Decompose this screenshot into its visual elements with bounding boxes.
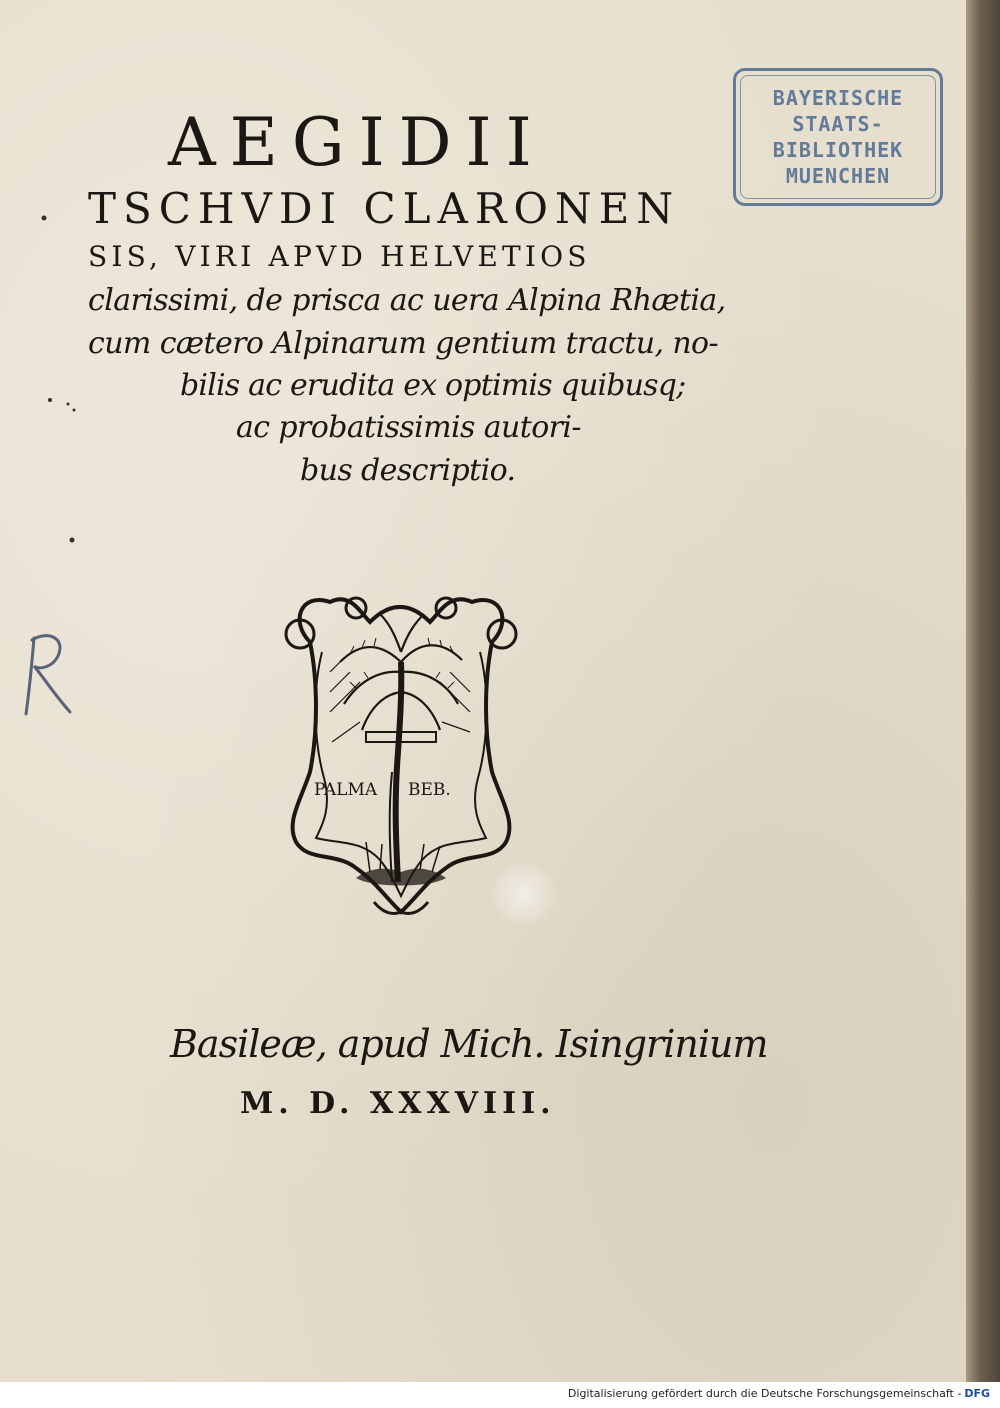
title-line-7: ac probatissimis autori-	[236, 410, 581, 445]
funding-credit	[568, 1387, 990, 1400]
title-line-4: clarissimi, de prisca ac uera Alpina Rhætia,	[88, 283, 726, 318]
book-spine-edge	[966, 0, 1000, 1382]
title-line-author-last: TSCHVDI CLARONEN	[88, 184, 681, 233]
imprint-year: M. D. XXXVIII.	[240, 1086, 556, 1121]
stamp-line-3: BIBLIOTHEK	[772, 138, 904, 162]
title-line-8: bus descriptio.	[300, 453, 516, 488]
title-line-5: cum cætero Alpinarum gentium tractu, no-	[88, 326, 719, 361]
footer-bar	[0, 1382, 1000, 1408]
library-stamp	[733, 68, 943, 206]
emblem-motto-left: PALMA	[314, 780, 378, 800]
printer-device-emblem	[270, 582, 532, 920]
stamp-line-1: BAYERISCHE	[772, 86, 904, 110]
title-line-author-first: AEGIDII	[168, 104, 546, 181]
funding-credit-text: Digitalisierung gefördert durch die Deutsche Forschungsgemeinschaft -	[567, 1387, 962, 1400]
stamp-line-4: MUENCHEN	[785, 164, 891, 188]
title-line-6: bilis ac erudita ex optimis quibusq;	[180, 368, 686, 403]
emblem-motto-right: BEB.	[408, 780, 451, 800]
dfg-logo: DFG	[964, 1387, 990, 1400]
handwritten-r-mark	[8, 616, 78, 726]
stamp-line-2: STAATS-	[792, 112, 884, 136]
title-line-3: SIS, VIRI APVD HELVETIOS	[88, 240, 591, 273]
imprint-place-printer: Basileæ, apud Mich. Isingrinium	[170, 1022, 768, 1066]
margin-specks	[30, 190, 90, 570]
